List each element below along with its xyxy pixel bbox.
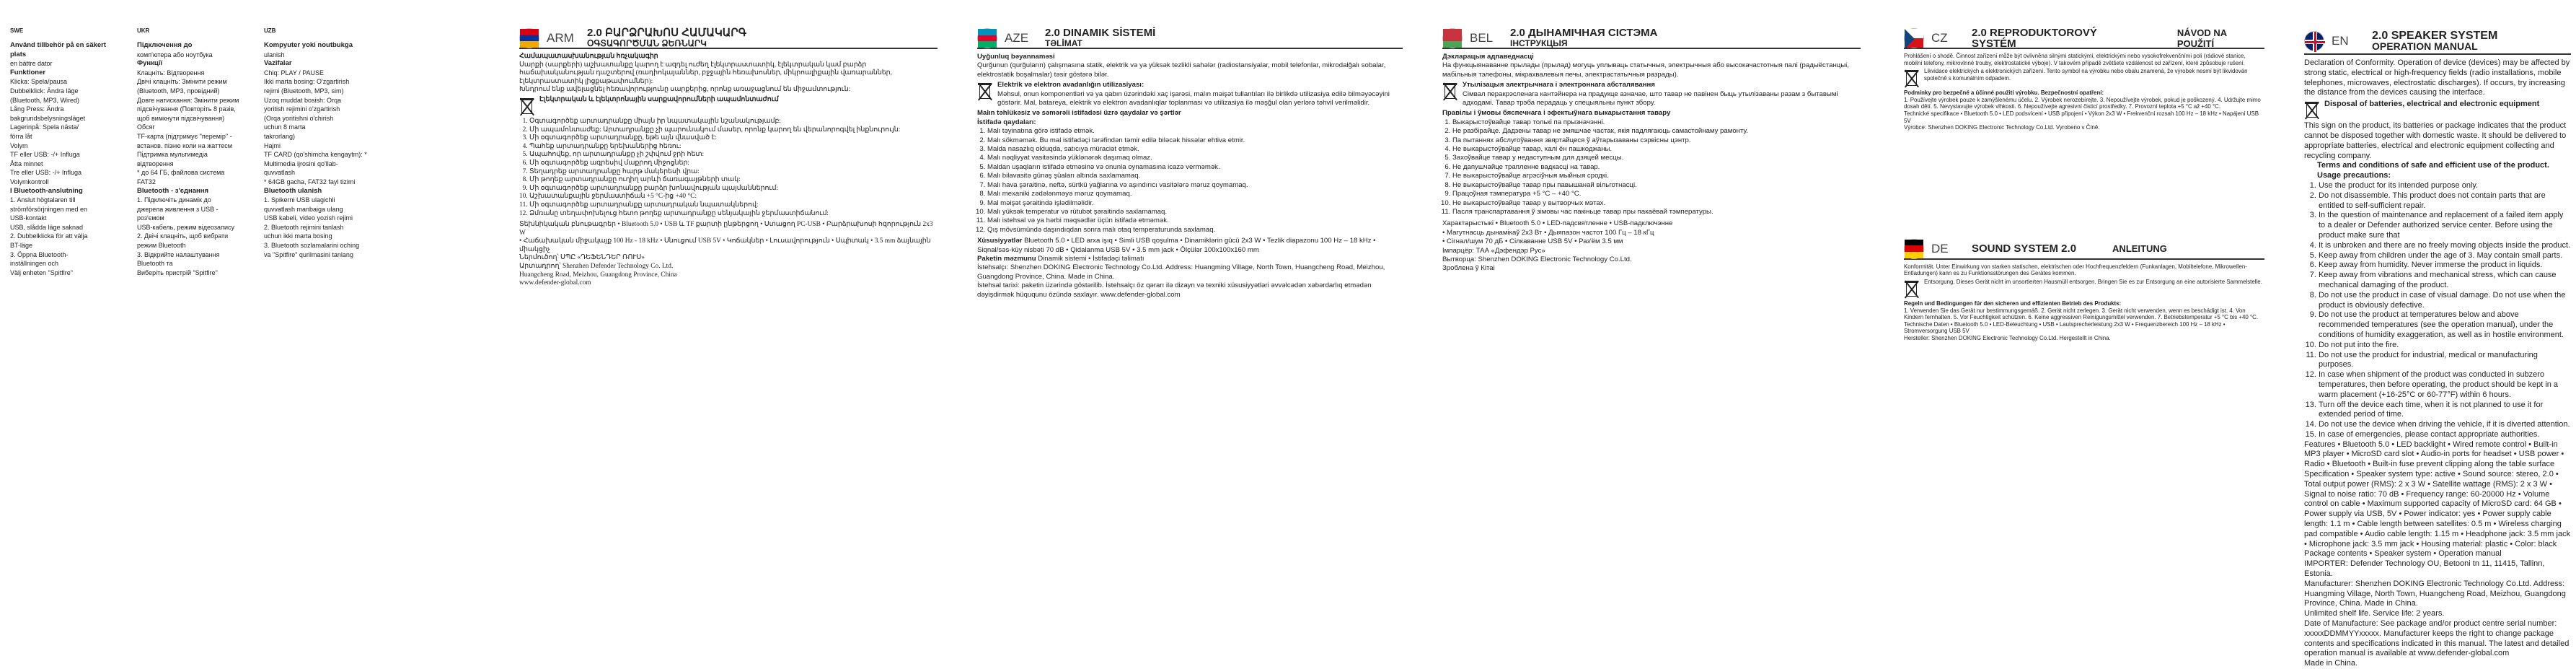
crossed-bin-icon — [1442, 81, 1458, 101]
text-line: Lång Press: Ändra — [10, 105, 64, 113]
spec-line: Характарыстыкі • Bluetooth 5.0 • LED-падсвятленне • USB-падключэнне — [1442, 219, 1673, 228]
spec-line: • Сігнал/шум 70 дБ • Сілкаванне USB 5V • Раз'ём 3.5 мм — [1442, 237, 1623, 246]
text-line: förra låt — [10, 132, 32, 140]
text-line: Двічі клацніть: Змінити режим — [137, 78, 227, 86]
rule-item: 10. Աշխատանքային ջերմաստիճան +5 °C-ից +40 °C: — [529, 193, 938, 201]
text-line: комп'ютера або ноутбука — [137, 51, 213, 58]
paragraph: Hersteller: Shenzhen DOKING Electronic Technology Co.Ltd. Hergestellt in China. — [1904, 334, 2111, 341]
disposal-text: Сімвал перакрэсленага кантэйнера на прадукце азначае, што тавар не павінен быць утылізаваны разам з бытавымі адходамі. Тавар трэба перадаць у спецыяльны пункт збору. — [1463, 89, 1838, 108]
text-line: щоб вимкнути підсвічування) — [137, 114, 225, 122]
rule-item: 11. Пасля транспартавання ў зімовы час пакіньце тавар пры пакаёвай тэмпературы. — [1452, 208, 1861, 217]
language-code: ARM — [547, 31, 574, 45]
footer-text: Date of Manufacture: See package and/or product centre serial number: xxxxxDDMMYYxxxxx. Manufacturer keeps the right to change package contents and specifications indicated in this manual. The latest and detailed operation manual is available at www.defender-global.com — [2304, 619, 2570, 658]
rule-item: 6. Не дапушчайце трапленне вадкасці на тавар. — [1452, 163, 1861, 172]
disposal-text: This sign on the product, its batteries or package indicates that the product cannot be disposed together with domestic waste. It should be delivered to appropriate batteries, electrical and electronic equipment collecting and recycling company. — [2304, 121, 2567, 160]
rule-item: 8. Do not use the product in case of visual damage. Do not use when the product is obviously defective. — [2319, 291, 2571, 311]
en-section — [2304, 0, 2571, 668]
spec-text: Bluetooth 5.0 • LED arxa işıq • Simli USB qoşulma • Dinamiklərin gücü 2x3 W • Tezlik diapazonu 100 Hz – 18 kHz • Siqnal/səs-küy nisbəti 70 dB • Qidalanma USB 5V • 3.5 mm jack • Ölçülər 100x100x160 mm — [977, 237, 1376, 254]
rule-item: 13. Turn off the device each time, when it is not planned to use it for extended period of time. — [2319, 401, 2571, 421]
language-code: DE — [1931, 241, 1949, 255]
paragraph: Entsorgung. Dieses Gerät nicht im unsortierten Hausmüll entsorgen. Bringen Sie es zur Entsorgung an eine autorisierte Sammelstelle. — [1924, 278, 2262, 285]
rule-item: 12. Ձմռանը տեղափոխելուց հետո թողեք արտադրանքը սենյակային ջերմաստիճանում: — [529, 210, 938, 219]
text-line: strömförsörjningen med en — [10, 205, 88, 213]
paragraph: Výrobce: Shenzhen DOKING Electronic Technology Co.Ltd. Vyrobeno v Číně. — [1904, 124, 2100, 131]
rule-item: 2. Մի ապամոնտաժեք: Արտադրանքը չի պարունակում մասեր, որոնք կարող են վերանորոգվել ինքնուրույն: — [529, 126, 938, 135]
text-line: USB-кабель, режим відеозапису — [137, 223, 234, 231]
previous-page-columns — [0, 0, 367, 605]
disposal-block — [519, 96, 938, 116]
manual-subtitle: ՕԳՏԱԳՈՐԾՄԱՆ ՁԵՌՆԱՐԿ — [587, 38, 707, 48]
text-line: uchun ikki marta bosing — [264, 232, 332, 240]
text-line: Lagerinpå: Spela nästa/ — [10, 123, 79, 131]
text-line: Клацніть: Відтворення — [137, 69, 205, 76]
disposal-block — [1904, 68, 2264, 88]
spec-heading: Xüsusiyyətlər — [977, 237, 1023, 245]
rule-item: 2. Не разбірайце. Дадзены тавар не змяшчае частак, якія падлягаюць самастойнаму рамонту. — [1452, 127, 1861, 136]
manufacturer-text: Manufacturer: Shenzhen DOKING Electronic Technology Co.Ltd. Address: Huangming Village, North Town, Huangcheng Road, Meizhou, Guangdong Province, China. Made in China. — [2304, 579, 2566, 608]
rule-item: 3. Մի օգտագործեք արտադրանքը, եթե այն վնասված է: — [529, 134, 938, 143]
paragraph: Prohlášení o shodě. Činnost zařízení může být ovlivněna silnými statickými, elektrickými nebo vysokofrekvenčními poli (rádiové stanice, mobilní telefony, mikrovlnné trouby, elektrostatické výboje). V takovém případě zvětšete vzdálenost od zařízení, které způsobuje rušení. — [1904, 53, 2246, 66]
rule-item: 4. Не выкарыстоўвайце тавар, калі ён пашкоджаны. — [1452, 145, 1861, 154]
manual-title: 2.0 ԲԱՐՁՐԱԽՈՍ ՀԱՄԱԿԱՐԳ — [587, 27, 747, 39]
text-line: 2. Dubbelklicka för att välja — [10, 232, 88, 240]
arm-section — [519, 0, 938, 605]
crossed-bin-icon — [1904, 68, 1920, 88]
text-line: quvvatlash — [264, 169, 296, 177]
rule-item: 3. Malda nasazlıq olduqda, satıcıya müraciət etmək. — [987, 145, 1403, 154]
crossed-bin-icon — [519, 96, 535, 116]
text-line: Volym — [10, 141, 28, 149]
rule-item: 6. Keep away from humidity. Never immerse the product in liquids. — [2319, 261, 2571, 271]
aze-header — [977, 29, 1403, 49]
text-line: Обсяг — [137, 123, 155, 131]
azerbaijan-flag-icon — [977, 28, 997, 48]
text-line: Довге натискання: Змінити режим — [137, 96, 239, 104]
paragraph: 1. Verwenden Sie das Gerät nur bestimmungsgemäß. 2. Gerät nicht zerlegen. 3. Gerät nicht verwenden, wenn es beschädigt ist. 4. Von Kindern fernhalten. 5. Vor Feuchtigkeit schützen. 6. Keine aggressiven Reinigungsmittel verwenden. 7. Betriebstemperatur +5 °C bis +40 °C. — [1904, 307, 2258, 321]
manual-subtitle: OPERATION MANUAL — [2372, 40, 2478, 52]
rule-item: 1. Выкарыстоўвайце тавар толькі па прызначэнні. — [1452, 118, 1861, 127]
disposal-heading: Էլեկտրական և էլեկտրոնային սարքավորումների ապամոնտաժում — [539, 95, 779, 103]
text-line: 1. Anslut högtalaren till — [10, 196, 76, 204]
features-text: Features • Bluetooth 5.0 • LED backlight • Wired remote control • Built-in MP3 player • MicroSD card slot • Audio-in ports for headset • USB power • Radio • Bluetooth • Built-in fuse prevent clipping along the table surface — [2304, 440, 2564, 469]
rules-list — [977, 127, 1403, 235]
disposal-block — [1904, 279, 2264, 299]
text-line: Bluetooth - з'єднання — [137, 186, 209, 195]
text-line: джерела живлення з USB - — [137, 205, 219, 213]
rule-item: 5. Keep away from children under the age of 3. May contain small parts. — [2319, 251, 2571, 261]
paragraph: Խնդրում ենք ավելացնել հեռավորությունը սարքերից, որոնք առաջացնում են միջամտություն: — [519, 86, 851, 94]
rule-item: 11. Malı istehsal və ya hərbi məqsədlər üçün istifadə etməmək. — [987, 217, 1403, 225]
text-line: 3. Öppna Bluetooth- — [10, 250, 69, 258]
text-line: quvvatlash manbaiga ulang — [264, 205, 343, 213]
rule-item: 12. In case when shipment of the product was conducted in subzero temperatures, then before operating, the product should be kept in a warm placement (+16-25°C or 60-77°F) within 6 hours. — [2319, 370, 2571, 400]
text-line: inställningen och — [10, 260, 59, 268]
text-line: Tre eller USB: -/+ Influga — [10, 169, 81, 177]
paragraph: Konformität. Unter Einwirkung von starken statischen, elektrischen oder Hochfrequenzfeldern (Funkanlagen, Mobiltelefone, Mikrowellen-Entladungen) kann es zu Funktionsstörungen des Gerätes kommen. — [1904, 263, 2247, 277]
disposal-block — [1442, 81, 1861, 108]
text-line: підсвічування (Повторіть 8 разів, — [137, 105, 236, 113]
spec-line: • Հաճախական միջակայք 100 Hz - 18 kHz • Սնուցում USB 5V • Կոճակներ • Լուսավորություն • Սպիտակ • 3.5 mm ձայնային միակցիչ — [519, 237, 931, 253]
text-line: bakgrundsbelysningsläget — [10, 114, 86, 122]
rules-subheading: İstifadə qaydaları: — [977, 118, 1036, 126]
made-in-text: Made in China. — [2304, 659, 2357, 668]
cz-header — [1904, 29, 2264, 49]
rules-heading: Правілы і ўмовы бяспечнага і эфектыўнага выкарыстання тавару — [1442, 109, 1671, 118]
text-line: відтворення — [137, 159, 174, 167]
rule-item: 14. Do not use the device when driving the vehicle, if it is diverted attention. — [2319, 420, 2571, 430]
rule-item: 5. Захоўвайце тавар у недаступным для дзяцей месцы. — [1452, 154, 1861, 162]
rule-item: 8. Не выкарыстоўвайце тавар пры павышанай вільготнасці. — [1452, 181, 1861, 190]
text-line: en bättre dator — [10, 60, 53, 68]
text-line: Ikki marta bosing: O'zgartirish — [264, 78, 350, 86]
rule-item: 4. Պահեք արտադրանքը երեխաներից հեռու: — [529, 143, 938, 152]
disposal-block — [2304, 100, 2571, 120]
cz-de-section — [1904, 0, 2264, 605]
specification-text: Specification • Speaker system type: active • Sound source: stereo, 2.0 • Total output power (RMS): 2 x 3 W • Satellite wattage (RMS): 2 x 3 W • Signal to noise ratio: 70 dB • Frequency range: 60-20000 Hz • Volume control on cable • Maximum supported capacity of MicroSD card: 64 GB • Power supply via USB, 5V • Power indicator: yes • Power supply cable length: 1.1 m • Cable length between satellites: 0.5 m • Wireless charging pad compatible • Audio cable length: 1.15 m • Headphone jack: 3.5 mm jack • Microphone jack: 3.5 mm jack • Housing material: plastic • Color: black — [2304, 470, 2571, 548]
germany-flag-icon — [1904, 239, 1924, 259]
text-line: USB-kontakt — [10, 214, 47, 222]
manual-title: 2.0 SPEAKER SYSTEM — [2372, 30, 2498, 42]
text-line: (Bluetooth, MP3, провідний) — [137, 87, 220, 95]
declaration-heading: Համապատասխանության հռչակագիր — [519, 53, 658, 60]
de-header — [1904, 240, 2264, 260]
text-line: Dubbelklick: Ändra läge — [10, 87, 79, 95]
importer-text: İstehsalçı: Shenzhen DOKING Electronic Technology Co.Ltd. Address: Huangming Village, North Town, Huangcheng Road, Meizhou, Guangdong Province, China. Made in China. — [977, 263, 1385, 281]
text-line: Chiq: PLAY / PAUSE — [264, 69, 325, 76]
text-line: Volymkontroll — [10, 178, 49, 185]
rule-item: 3. In the question of maintenance and replacement of a failed item apply to a dealer or Defender authorized service center. Before using the product make sure that — [2319, 211, 2571, 240]
text-line: uchun 8 marta — [264, 123, 306, 131]
text-line: FAT32 — [137, 178, 156, 185]
spec-line: Huangcheng Road, Meizhou, Guangdong Province, China — [519, 271, 677, 279]
spec-line: Արտադրող՝ Shenzhen Defender Technology Co. Ltd. — [519, 263, 674, 271]
bel-header — [1442, 29, 1861, 49]
disposal-heading: Утылізацыя электрычнага і электроннага абсталявання — [1463, 81, 1655, 89]
text-line: TF eller USB: -/+ Influga — [10, 151, 80, 159]
czech-flag-icon — [1904, 28, 1924, 48]
rule-item: 10. Malı yüksək temperatur və rütubət şəraitində saxlamamaq. — [987, 208, 1403, 217]
rule-item: 10. Не выкарыстоўвайце тавар у вытворчых мэтах. — [1452, 199, 1861, 208]
text-line: Vazifalar — [264, 59, 292, 68]
paragraph: 1. Používejte výrobek pouze k zamýšlenému účelu. 2. Výrobek nerozebírejte. 3. Nepoužívejte výrobek, pokud je poškozený. 4. Udržujte mimo dosah dětí. 5. Nevystavujte výrobek vlhkosti. 6. Nepoužívejte agresivní čisticí prostředky. 7. Provozní teplota +5 °C až +40 °C. — [1904, 96, 2261, 110]
text-line: takrorlang) — [264, 132, 296, 140]
rule-item: 6. Մի օգտագործեք ագրեսիվ մաքրող միջոցներ: — [529, 159, 938, 168]
text-line: 3. Відкрийте налаштування — [137, 250, 220, 258]
spec-line: www.defender-global.com — [519, 279, 591, 287]
package-text: Package contents • Speaker system • Operation manual — [2304, 549, 2502, 559]
text-line: Uzoq muddat bosish: Orqa — [264, 96, 342, 104]
disposal-heading: Disposal of batteries, electrical and electronic equipment — [2324, 100, 2540, 109]
text-line: TF CARD (qo'shimcha kengaytm): * — [264, 151, 367, 159]
footer-text: İstehsal tarixi: paketin üzərində göstərilib. İstehsalçı öz qərarı ilə dizayn və texniki xüsusiyyətləri əvvəlcədən xəbərdarlıq etmədən dəyişdirmək hüququnu özündə saxlayır. www.defender-global.com — [977, 281, 1372, 299]
language-code: EN — [2332, 34, 2349, 48]
rule-item: 4. Malı nəqliyyat vasitəsində yüklənərək daşımaq olmaz. — [987, 154, 1403, 162]
rules-list — [2304, 181, 2571, 440]
language-code: BEL — [1470, 31, 1494, 45]
ukr-column — [137, 27, 245, 277]
disposal-heading: Elektrik və elektron avadanlığın utilizasiyası: — [997, 81, 1144, 89]
rule-item: 11. Do not use the product for industrial, medical or manufacturing purposes. — [2319, 351, 2571, 371]
text-line: 3. Bluetooth sozlamalarini oching — [264, 242, 360, 250]
date-text: Unlimited shelf life. Service life: 2 years. — [2304, 609, 2445, 618]
text-line: TF-карта (підтримує "перемір" - — [137, 132, 232, 140]
spec-line: Зроблена ў Кітаі — [1442, 264, 1495, 273]
rule-item: 2. Malı sökməmək. Bu mal istifadəçi tərəfindən təmir edilə biləcək hissələr ehtiva etmir. — [987, 136, 1403, 145]
manual-title: 2.0 REPRODUKTOROVÝ SYSTÉM — [1972, 27, 2097, 50]
text-line: USB, slådda läge saknad — [10, 223, 84, 231]
armenia-flag-icon — [519, 28, 539, 48]
package-heading: Paketin məzmunu — [977, 254, 1036, 263]
crossed-bin-icon — [977, 81, 993, 101]
rule-item: 9. Працоўная тэмпература +5 °C – +40 °C. — [1452, 190, 1861, 198]
crossed-bin-icon — [2304, 100, 2320, 120]
manual-subtitle: NÁVOD NA POUŽITÍ — [2176, 27, 2227, 49]
text-line: 1. Підключіть динамік до — [137, 196, 211, 204]
text-line: Bluetooth та — [137, 260, 173, 268]
text-line: 1. Spikerni USB ulagichli — [264, 196, 335, 204]
spec-line: Տեխնիկական բնութագրեր • Bluetooth 5.0 • USB և TF քարտի ընթերցող • Ստացող PC-USB • Բարձրախոսի հզորություն 2x3 W — [519, 221, 933, 237]
specifications — [519, 221, 938, 288]
rule-item: 6. Malı bilavasitə günəş şüaları altında saxlamamaq. — [987, 172, 1403, 180]
spec-line: Імпарцёр: ТАА «Дэфендэр Рус» — [1442, 246, 1545, 255]
intro-text: На функцыянаванне прылады (прылад) могуць уплываць статычныя, электрычныя або высокачастотныя палі (радыёстанцыі, мабільныя тэлефоны, мікрахвалевыя печы, электрастатычныя разрады). — [1442, 61, 1849, 79]
rule-item: 1. Use the product for its intended purpose only. — [2319, 181, 2571, 191]
manual-subtitle: ANLEITUNG — [2112, 243, 2167, 255]
spec-line: Вытворца: Shenzhen DOKING Electronic Technology Co.Ltd. — [1442, 255, 1632, 263]
rule-item: 7. Keep away from vibrations and mechanical stress, which can cause mechanical damaging of the product. — [2319, 271, 2571, 291]
text-line: rejimi (Bluetooth, MP3, sim) — [264, 87, 344, 95]
aze-section — [977, 0, 1403, 605]
text-line: va "Spitfire" qurilmasini tanlang — [264, 250, 353, 258]
crossed-bin-icon — [1904, 279, 1920, 299]
paragraph: Technische Daten • Bluetooth 5.0 • LED-Beleuchtung • USB • Lautsprecherleistung 2x3 W • Frequenzbereich 100 Hz – 18 kHz • Stromversorgung USB 5V — [1904, 320, 2226, 335]
belarus-flag-icon — [1442, 28, 1463, 48]
rule-item: 15. In case of emergencies, please contact appropriate authorities. — [2319, 430, 2571, 440]
text-line: встанов. пізню коли на жаттеcм — [137, 141, 232, 149]
manual-subtitle: ІНСТРУКЦЫЯ — [1510, 38, 1568, 48]
paragraph: Podmínky pro bezpečné a účinné použití výrobku. Bezpečnostní opatření: — [1904, 89, 2104, 97]
text-line: * до 64 ГБ, файлова система — [137, 169, 225, 177]
text-line: Välj enheten "Spitfire" — [10, 268, 73, 276]
text-line: роз'ємом — [137, 214, 164, 222]
text-line: 2. Двічі клацніть, щоб вибрати — [137, 232, 229, 240]
uk-flag-icon — [2304, 31, 2324, 51]
manual-title: 2.0 DINAMIK SİSTEMİ — [1045, 27, 1156, 39]
rule-item: 7. Տեղադրեք արտադրանքը հարթ մակերեսի վրա: — [529, 168, 938, 177]
rule-item: 8. Մի թողեք արտադրանքը ուղիղ արևի ճառագայթների տակ: — [529, 176, 938, 185]
specifications — [1442, 219, 1861, 273]
text-line: Funktioner — [10, 68, 46, 76]
disposal-text: Məhsul, onun komponentləri və ya qabın üzərindəki xaç işarəsi, malın məişət tullantıları ilə birlikdə utilizasiya edilə bilməyəcəyini göstərir. Mal, batareya, elektrik və elektron avadanlıqlar toplanması və utilizasiya ilə məşğul olan yerlərə təhvil verilməlidir. — [997, 89, 1390, 108]
rule-item: 12. Qış mövsümündə daşındıqdan sonra malı otaq temperaturunda saxlamaq. — [987, 226, 1403, 235]
manual-title: SOUND SYSTEM 2.0 — [1972, 242, 2077, 255]
text-line: ulanish — [264, 51, 285, 58]
text-line: (Orqa yoritishni o'chirish — [264, 114, 334, 122]
text-line: Använd tillbehör på en säkert plats — [10, 41, 107, 58]
text-line: Функції — [137, 59, 163, 68]
rule-item: 3. Па пытаннях абслугоўвання звяртайцеся ў аўтарызаваны сэрвісны цэнтр. — [1452, 136, 1861, 145]
rule-item: 11. Մի օգտագործեք արտադրանքը արտադրական նպատակներով: — [529, 201, 938, 210]
paragraph: Likvidace elektrických a elektronických zařízení. Tento symbol na výrobku nebo obalu znamená, že výrobek nesmí být likvidován společně s komunálním odpadem. — [1924, 68, 2248, 82]
package-text: Dinamik sistemi • İstifadəçi təlimatı — [1038, 254, 1144, 263]
rule-item: 9. Mal məişət şəraitində işlədilməlidir. — [987, 199, 1403, 208]
rule-item: 5. Ապահովեք, որ արտադրանքը չի շփվում ջրի հետ: — [529, 151, 938, 159]
language-code: AZE — [1005, 31, 1029, 45]
rule-item: 9. Մի օգտագործեք արտադրանքը բարձր խոնավության պայմաններում: — [529, 185, 938, 193]
text-line: Kompyuter yoki noutbukga — [264, 41, 353, 49]
text-line: (Bluetooth, MP3, Wired) — [10, 96, 80, 104]
text-line: Виберіть пристрій "Spitfire" — [137, 268, 218, 276]
intro-text: Qurğunun (qurğuların) çalışmasına statik, elektrik və ya yüksək tezlikli sahələr (radiostansiyalar, mobil telefonlar, mikrodalğalı sobalar, elektrostatik boşalmalar) təsir göstərə bilər. — [977, 61, 1386, 79]
text-line: Підтримка мультимедіа — [137, 151, 208, 159]
declaration-heading: Дэкларацыя адпаведнасці — [1442, 53, 1534, 61]
text-line: yoritish rejimini o'zgartirish — [264, 105, 340, 113]
manual-title: 2.0 ДЫНАМІЧНАЯ СІСТЭМА — [1510, 27, 1658, 39]
rule-item: 4. It is unbroken and there are no freely moving objects inside the product. — [2319, 241, 2571, 251]
rule-item: 8. Malı mexaniki zədələnməyə məruz qoymamaq. — [987, 190, 1403, 198]
text-line: Klicka: Spela/pausa — [10, 78, 68, 86]
rule-item: 10. Do not put into the fire. — [2319, 341, 2571, 351]
rules-list — [1442, 118, 1861, 217]
importer-text: IMPORTER: Defender Technology OU, Betooni tn 11, 11415, Tallinn, Estonia. — [2304, 559, 2545, 579]
text-line: I Bluetooth-anslutning — [10, 186, 83, 195]
language-code: UKR — [137, 27, 150, 34]
rule-item: 2. Do not disassemble. This product does not contain parts that are entitled to self-sufficient repair. — [2319, 191, 2571, 211]
declaration-text: Declaration of Conformity. Operation of device (devices) may be affected by strong static, electrical or high-frequency fields (radio installations, mobile telephones, microwaves, electrostatic discharges). If occurs, try increasing the distance from the devices causing the interface. — [2304, 58, 2570, 97]
paragraph: Regeln und Bedingungen für den sicheren und effizienten Betrieb des Produkts: — [1904, 299, 2122, 307]
paragraph: Սարքի (սարքերի) աշխատանքը կարող է ազդել ուժեղ էլեկտրաստատիկ, էլեկտրական կամ բարձր հաճախականության դաշտերով (ռադիոկայաններ, բջջային հեռախոսներ, միկրոալիքային վառարաններ, էլեկտրաստատիկ լիցքաթափումներ): — [519, 61, 892, 85]
spec-line: Ներմուծող՝ ՍՊԸ «ԴԵՖԵՆԴԵՐ ՌՈՒՍ» — [519, 254, 645, 262]
text-line: Підключення до — [137, 41, 193, 49]
rule-item: 7. Malı hava şəraitinə, neftə, sürtkü yağlarına və aşındırıcı vasitələrə məruz qoymamaq. — [987, 181, 1403, 190]
bel-section — [1442, 0, 1861, 605]
rule-item: 9. Do not use the product at temperatures below and above recommended temperatures (see the operation manual), under the conditions of humidity exaggeration, as well as in hostile environment. — [2319, 310, 2571, 340]
rule-item: 7. Не выкарыстоўвайце агрэсіўныя мыйныя сродкі. — [1452, 172, 1861, 180]
declaration-heading: Uyğunluq bəyannaməsi — [977, 53, 1055, 61]
language-code: SWE — [10, 27, 24, 34]
rule-item: 1. Malı təyinatına görə istifadə etmək. — [987, 127, 1403, 136]
text-line: * 64GB gacha, FAT32 fayl tizimi — [264, 178, 356, 185]
text-line: Hajmi — [264, 141, 281, 149]
rule-item: 1. Օգտագործեք արտադրանքը միայն իր նպատակային նշանակությամբ: — [529, 118, 938, 126]
language-code: CZ — [1931, 31, 1948, 45]
uzb-column — [264, 27, 372, 259]
disposal-block — [977, 81, 1403, 108]
swe-column — [10, 27, 118, 277]
text-line: BT-läge — [10, 242, 33, 250]
rules-heading: Malın təhlükəsiz və səmərəli istifadəsi üzrə qaydalar və şərtlər — [977, 109, 1181, 118]
rules-list — [519, 118, 938, 218]
text-line: Multimedia ijrosini qo'llab- — [264, 159, 338, 167]
rule-item: 5. Maldan uşaqların istifadə etməsinə və onunla oynamasına icazə verməmək. — [987, 163, 1403, 172]
manual-subtitle: TƏLİMAT — [1045, 38, 1082, 48]
spec-line: • Магутнасць дынамікаў 2x3 Вт • Дыяпазон частот 100 Гц – 18 кГц — [1442, 228, 1654, 237]
text-line: USB kabeli, video yozish rejimi — [264, 214, 353, 222]
language-code: UZB — [264, 27, 276, 34]
text-line: Åtta minnet — [10, 159, 43, 167]
text-line: Bluetooth ulanish — [264, 186, 322, 195]
text-line: 2. Bluetooth rejimini tanlash — [264, 223, 344, 231]
arm-header — [519, 29, 938, 49]
paragraph: Technické specifikace • Bluetooth 5.0 • LED podsvícení • USB připojení • Výkon 2x3 W • Frekvenční rozsah 100 Hz – 18 kHz • Napájení USB 5V — [1904, 110, 2259, 124]
text-line: режим Bluetooth — [137, 242, 186, 250]
rules-heading: Terms and conditions of safe and efficient use of the product. Usage precautions: — [2317, 161, 2549, 180]
en-header — [2304, 29, 2571, 55]
